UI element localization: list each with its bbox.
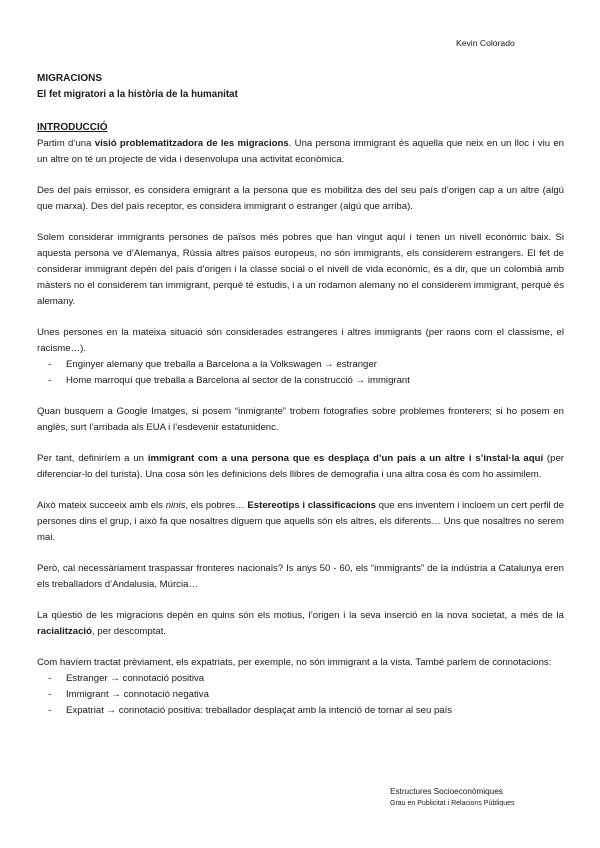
paragraph-emitter-receiver: Des del país emissor, es considera emigrant a la persona que es mobilitza des del seu país d’origen cap a un altre (algú que marxa). Des del país receptor, es considera immigrant o estranger (algú que arriba). bbox=[37, 185, 564, 212]
paragraph-racialization: La qüestió de les migracions depèn en quins són els motius, l’origen i la seva inserció en la nova societat, a més de la racialització, per descomptat. bbox=[37, 610, 564, 637]
list-item: - Enginyer alemany que treballa a Barcelona a la Volkswagen → estranger bbox=[37, 357, 564, 373]
footer-course: Estructures Socioeconòmiques bbox=[390, 787, 503, 796]
list-item: - Immigrant → connotació negativa bbox=[37, 687, 564, 703]
list-item: - Estranger → connotació positiva bbox=[37, 671, 564, 687]
list-item: - Expatriat → connotació positiva: treballador desplaçat amb la intenció de tornar al seu país bbox=[37, 703, 564, 719]
examples-list bbox=[37, 357, 564, 389]
author-name: Kevin Colorado bbox=[456, 38, 515, 48]
paragraph-perception: Solem considerar immigrants persones de països més pobres que han vingut aquí i tenen un nivell econòmic baix. Si aquesta persona ve d’Alemanya, Rússia altres països europeus, no són immigrants, els considerem estrangers. El fet de considerar immigrant depèn del país d’origen i la classe social o el nivell de vida econòmic, és a dir, que un colombià amb màsters no el considerem tan immigrant, perquè té estudis, i a un rodamon alemany no el considerem immigrant, perquè és alemany. bbox=[37, 232, 564, 307]
footer-degree: Grau en Publicitat i Relacions Públiques bbox=[390, 800, 515, 807]
paragraph-definition: Partim d’una visió problematitzadora de les migracions. Una persona immigrant és aquella que neix en un lloc i viu en un altre on té un projecte de vida i desenvolupa una activitat econòmica. bbox=[37, 138, 564, 165]
paragraph-connotations: Com havíem tractat prèviament, els expatriats, per exemple, no són immigrant a la vista. També parlem de connotacions: bbox=[37, 657, 552, 668]
paragraph-immigrant-definition: Per tant, definiríem a un immigrant com a una persona que es desplaça d’un país a un altre i s’instal·la aquí (per diferenciar-lo del turista). Una cosa són les definicions dels llibres de demografia i una altra cosa és com ho assimilem. bbox=[37, 453, 564, 480]
list-item: - Home marroquí que treballa a Barcelona al sector de la construcció → immigrant bbox=[37, 373, 564, 389]
document-body bbox=[37, 71, 564, 734]
section-heading: INTRODUCCIÓ bbox=[37, 122, 108, 133]
paragraph-google-images: Quan busquem a Google Imatges, si posem “inmigrante” trobem fotografies sobre problemes fronterers; si ho posem en anglès, surt l’arribada als EUA i l’esdevenir estatunidenc. bbox=[37, 406, 564, 433]
document-title: MIGRACIONS bbox=[37, 73, 102, 84]
paragraph-stereotypes: Això mateix succeeix amb els ninis, els pobres… Estereotips i classificacions que ens inventem i incloem un cert perfil de persones dins el grup, i això fa que nosaltres diguem que aquells són els altres, els diferents… Uns que nosaltres no serem mai. bbox=[37, 500, 565, 543]
document-subtitle: El fet migratori a la història de la humanitat bbox=[37, 89, 238, 100]
paragraph-borders: Però, cal necessàriament traspassar fronteres nacionals? Is anys 50 - 60, els “immigrants” de la indústria a Catalunya eren els treballadors d’Andalusia, Múrcia… bbox=[37, 563, 564, 590]
connotations-list bbox=[37, 671, 564, 719]
page-footer bbox=[390, 786, 515, 809]
paragraph-same-situation: Unes persones en la mateixa situació són considerades estrangeres i altres immigrants (per raons com el classisme, el racisme…). bbox=[37, 327, 564, 354]
